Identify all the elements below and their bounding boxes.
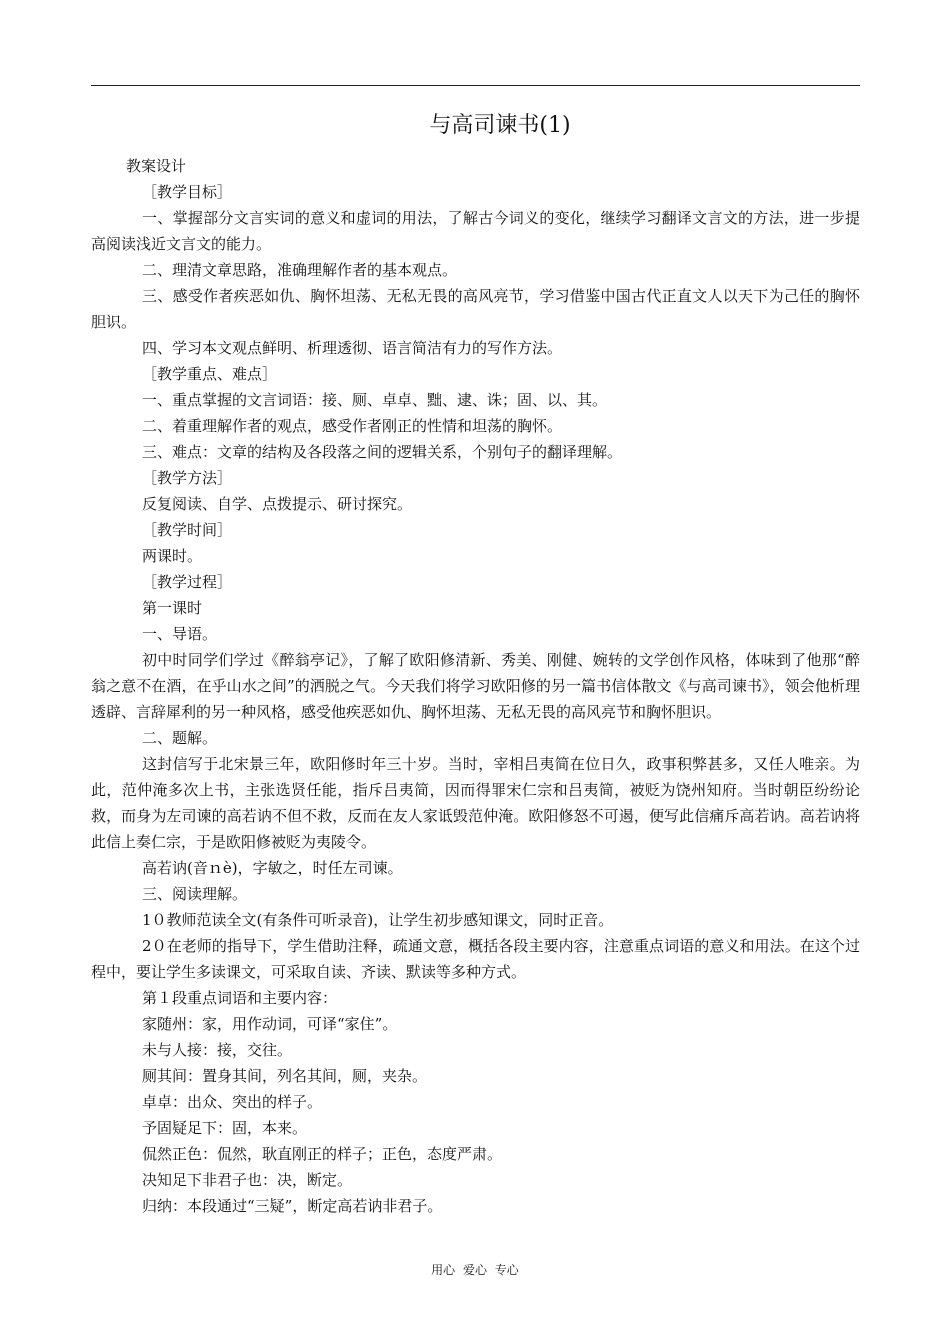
vocab-item: 未与人接：接，交往。 [142,1041,293,1059]
document-body [91,153,860,1219]
objective-1: 一、掌握部分文言实词的意义和虚词的用法，了解古今词义的变化，继续学习翻译文言文的方法，进一步提高阅读浅近文言文的能力。 [91,209,860,253]
header-rule [91,85,860,86]
lesson-heading: 第一课时 [142,599,203,617]
methods-text: 反复阅读、自学、点拨提示、研讨探究。 [142,495,413,513]
paragraph-1-heading: 第１段重点词语和主要内容： [142,989,338,1007]
reading-step-2: 2０在老师的指导下，学生借助注释，疏通文意，概括各段主要内容，注意重点词语的意义和用法。在这个过程中，要让学生多读课文，可采取自读、齐读、默读等多种方式。 [91,937,860,981]
key-point-3: 三、难点：文章的结构及各段落之间的逻辑关系，个别句子的翻译理解。 [142,443,623,461]
page-footer: 用心 爱心 专心 [431,1263,519,1277]
heading-time: ［教学时间］ [142,521,233,539]
objective-3: 三、感受作者疾恶如仇、胸怀坦荡、无私无畏的高风亮节，学习借鉴中国古代正直文人以天下为己任的胸怀胆识。 [91,287,860,331]
intro-text: 初中时同学们学过《醉翁亭记》，了解了欧阳修清新、秀美、刚健、婉转的文学创作风格，体味到了他那“醉翁之意不在酒，在乎山水之间”的洒脱之气。今天我们将学习欧阳修的另一篇书信体散文《与高司谏书》，领会他析理透辟、言辞犀利的另一种风格，感受他疾恶如仇、胸怀坦荡、无私无畏的高风亮节和胸怀胆识。 [91,651,860,721]
summary-text: 归纳：本段通过“三疑”，断定高若讷非君子。 [142,1197,443,1215]
heading-methods: ［教学方法］ [142,469,233,487]
vocab-item: 予固疑足下：固，本来。 [142,1119,308,1137]
time-text: 两课时。 [142,547,203,565]
section-label: 教案设计 [126,157,187,175]
vocab-item: 侃然正色：侃然，耿直刚正的样子；正色，态度严肃。 [142,1145,503,1163]
document-title: 与高司谏书(1) [429,113,571,138]
vocab-item: 决知足下非君子也：决，断定。 [142,1171,353,1189]
vocab-item: 家随州：家，用作动词，可译“家住”。 [142,1015,398,1033]
vocab-item: 厕其间：置身其间，列名其间，厕，夹杂。 [142,1067,428,1085]
objective-4: 四、学习本文观点鲜明、析理透彻、语言简洁有力的写作方法。 [142,339,563,357]
step-reading-heading: 三、阅读理解。 [142,885,248,903]
pronunciation-note: 高若讷(音ｎè)，字敏之，时任左司谏。 [142,859,403,877]
reading-step-1: 1０教师范读全文(有条件可听录音)，让学生初步感知课文，同时正音。 [142,911,614,929]
objective-2: 二、理清文章思路，准确理解作者的基本观点。 [142,261,458,279]
heading-key-points: ［教学重点、难点］ [142,365,278,383]
background-text: 这封信写于北宋景三年，欧阳修时年三十岁。当时，宰相吕夷简在位日久，政事积弊甚多，又任人唯亲。为此，范仲淹多次上书，主张选贤任能，指斥吕夷简，因而得罪宋仁宗和吕夷简，被贬为饶州知府。当时朝臣纷纷论救，而身为左司谏的高若讷不但不救，反而在友人家诋毁范仲淹。欧阳修怒不可遏，便写此信痛斥高若讷。高若讷将此信上奏仁宗，于是欧阳修被贬为夷陵令。 [91,755,860,851]
key-point-2: 二、着重理解作者的观点，感受作者刚正的性情和坦荡的胸怀。 [142,417,563,435]
heading-process: ［教学过程］ [142,573,233,591]
key-point-1: 一、重点掌握的文言词语：接、厕、卓卓、黜、逮、诛；固、以、其。 [142,391,608,409]
vocab-item: 卓卓：出众、突出的样子。 [142,1093,323,1111]
step-intro-heading: 一、导语。 [142,625,218,643]
step-title-heading: 二、题解。 [142,729,218,747]
heading-objectives: ［教学目标］ [142,183,233,201]
